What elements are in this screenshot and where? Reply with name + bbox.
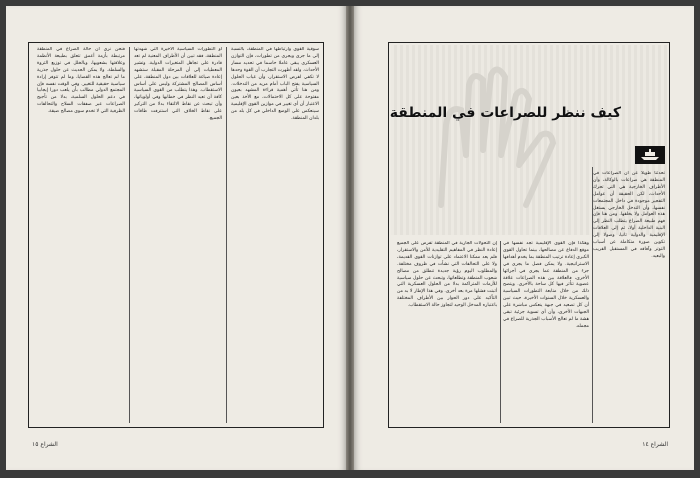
magazine-emblem-icon — [635, 146, 665, 164]
right-page — [354, 6, 694, 470]
magazine-spread — [6, 6, 694, 470]
hands-photo-icon — [421, 55, 571, 215]
right-page-frame — [388, 42, 670, 428]
left-page-number: الشراع ١٥ — [32, 441, 58, 448]
left-column-3: فنحن نرى أن حالة الصراع في المنطقة مرتبطة بأزمة أعمق تتعلق بطبيعة الأنظمة وعلاقتها بشعوبها، وبالخلل في توزيع الثروة والسلطة. ولا يمكن الحديث عن حلول جذرية ما لم تعالج هذه القضايا، وما لم تتوفر إرادة سياسية حقيقية للتغيير. وفي الوقت نفسه فإن المجتمع الدولي مطالب بأن يلعب دورا إيجابيا في دعم الحلول السلمية، بدلا من تأجيج الصراعات عبر صفقات السلاح والتحالفات الظرفية التي لا تخدم سوى مصالح ضيقة. — [37, 47, 125, 115]
article-headline: كيف ننظر للصراعات في المنطقة — [389, 105, 621, 121]
right-column-2: إن التحولات الجارية في المنطقة تفرض على الجميع إعادة النظر في المفاهيم التقليدية للأمن والاستقرار، فلم يعد ممكنا الاعتماد على توازنات القوى القديمة، ولا على التحالفات التي نشأت في ظروف مختلفة. والمطلوب اليوم رؤية جديدة تنطلق من مصالح شعوب المنطقة وتطلعاتها، وتبحث عن حلول سياسية للأزمات المتراكمة بدلا من الحلول العسكرية التي أثبتت فشلها مرة بعد أخرى. وفي هذا الإطار لا بد من التأكيد على دور الحوار بين الأطراف المختلفة باعتباره المدخل الوحيد لتجاوز حالة الاستقطاب. — [397, 241, 497, 309]
column-divider — [592, 167, 593, 423]
binding-gutter — [346, 6, 354, 470]
right-page-number: الشراع ١٤ — [642, 441, 668, 448]
left-column-2: أو التطورات السياسية الأخيرة التي شهدتها المنطقة، فقد تبين أن الأطراف المعنية لم تعد قادرة على تجاهل المتغيرات الدولية. وتشير المعطيات إلى أن المرحلة المقبلة ستشهد إعادة صياغة للعلاقات بين دول المنطقة، على أساس المصالح المشتركة وليس على أساس الاستقطاب. وهذا يتطلب من القوى السياسية كافة أن تعيد النظر في خطابها وفي أولوياتها، وأن تبحث عن نقاط الالتقاء بدلا من التركيز على نقاط الخلاف التي استنزفت طاقات الجميع. — [134, 47, 222, 122]
emblem-ship-icon — [639, 149, 661, 161]
left-page — [6, 6, 346, 470]
left-column-1: سوقية القوى وارتباطها في المنطقة، بالنسبة إلى ما جرى ويجري من تطورات، فإن التوازن العسكري يبقى عاملا حاسما في تحديد مسار الأحداث. ولقد أظهرت التجارب أن القوة وحدها لا تكفي لفرض الاستقرار، وأن غياب الحلول السياسية يفتح الباب أمام مزيد من التدخلات. ومن هنا تأتي أهمية قراءة المشهد بعيون مفتوحة على كل الاحتمالات، مع الأخذ بعين الاعتبار أن أي تغيير في موازين القوى الإقليمية سينعكس على الوضع الداخلي في كل بلد من بلدان المنطقة. — [231, 47, 319, 122]
column-divider — [500, 241, 501, 423]
article-intro: تحدثنا طويلا عن أن الصراعات في المنطقة هي صراعات بالوكالة، وأن الأطراف الخارجية هي التي تحرك الأحداث، لكن الحقيقة أن عوامل التفجير موجودة في داخل المجتمعات نفسها، وأن التدخل الخارجي يستغل هذه العوامل ولا يخلقها. ومن هنا فإن فهم طبيعة الصراع يتطلب النظر إلى البنية الداخلية أولا، ثم إلى العلاقات الإقليمية والدولية ثانيا، وصولا إلى تكوين صورة متكاملة عن أسباب التوتر وآفاقه في المستقبل القريب والبعيد. — [593, 171, 665, 259]
column-divider — [129, 47, 130, 423]
left-page-frame — [28, 42, 324, 428]
column-divider — [226, 47, 227, 423]
right-column-1: وهكذا فإن القوى الإقليمية تجد نفسها في موقع الدفاع عن مصالحها، بينما تحاول القوى الكبرى إعادة ترتيب المنطقة بما يخدم أهدافها الاستراتيجية. ولا يمكن فصل ما يجري في جزء من المنطقة عما يجري في أجزائها الأخرى، فالعلاقة بين هذه الصراعات علاقة عضوية تتأثر فيها كل ساحة بالأخرى. ويتضح ذلك من خلال متابعة التطورات السياسية والعسكرية خلال السنوات الأخيرة، حيث تبين أن كل تصعيد في جبهة ينعكس مباشرة على الجبهات الأخرى، وأن أي تسوية جزئية تبقى هشة ما لم تعالج الأسباب الجذرية للصراع في مجمله. — [503, 241, 589, 329]
